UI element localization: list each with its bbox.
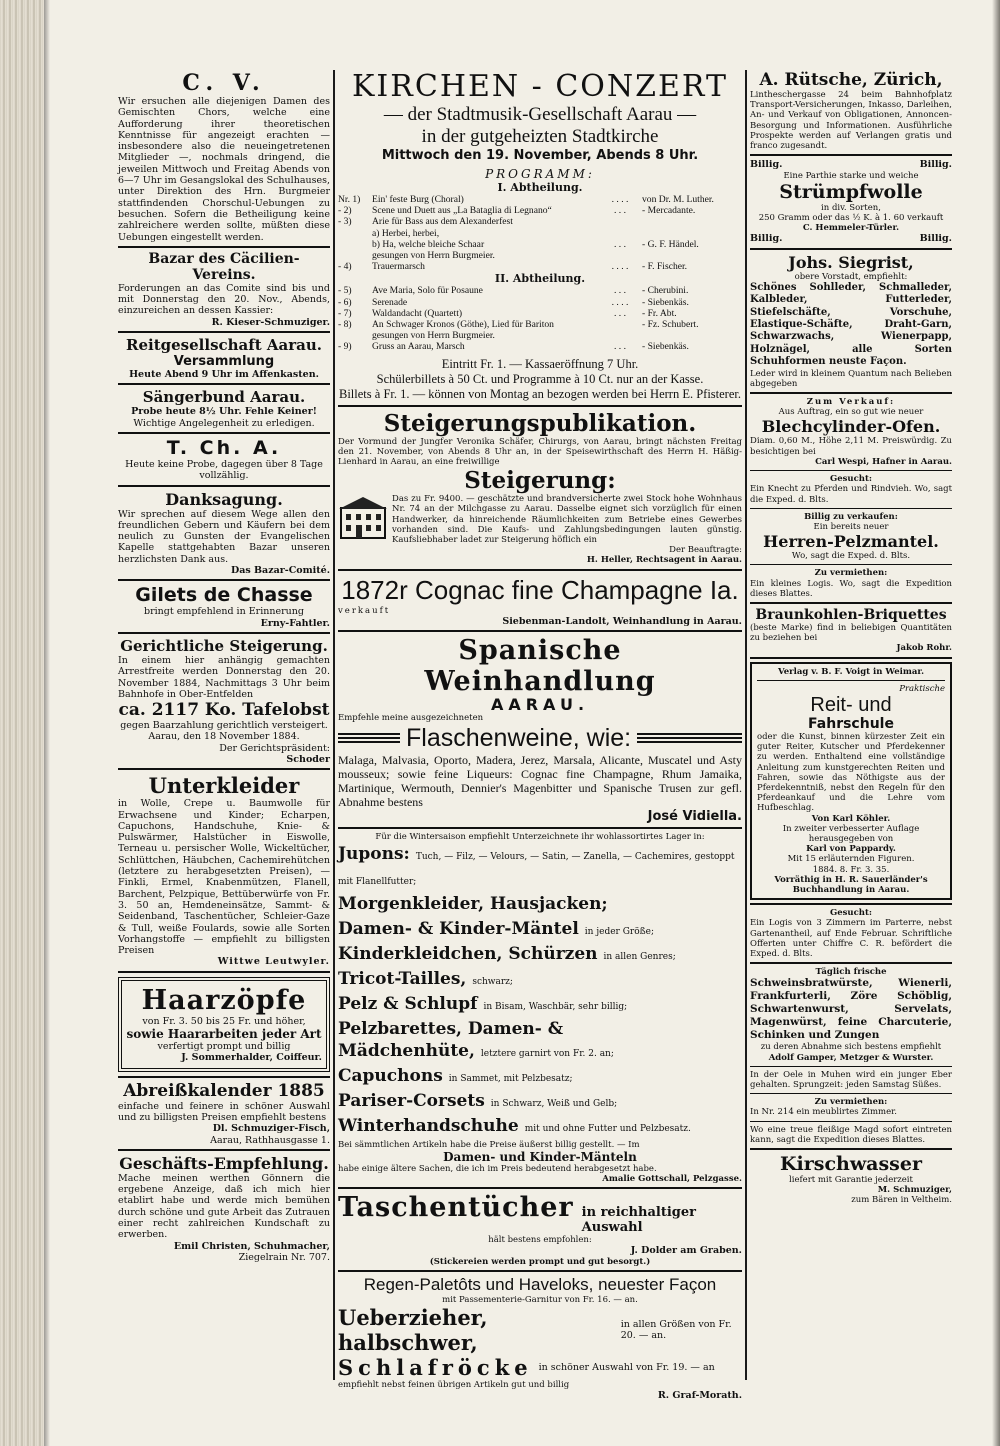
column-middle [338,70,742,1402]
ad-text: In zweiter verbesserter Auflage herausgegeben von [782,823,920,844]
winter-item-detail: schwarz; [472,976,513,987]
program-row [338,341,742,352]
ad-title: Gerichtliche Steigerung. [120,636,328,655]
winter-item-list [338,843,742,1140]
winter-item-detail: in allen Genres; [603,951,676,962]
ad-gerichtliche-steigerung [118,637,330,765]
program-number: - 8) [338,319,352,331]
program-row [338,194,742,205]
program-row [338,297,742,308]
winter-item-detail: letztere garnirt von Fr. 2. an; [480,1048,614,1059]
winter-item-name: Winterhandschuhe [338,1115,519,1136]
ad-vermiethen-logis [750,568,952,599]
ad-steigerungspublikation [338,410,742,566]
ad-text: Forderungen an das Comite sind bis und mit Donnerstag den 20. Nov., Abends, einzureichen an dessen Kassier: [118,282,330,317]
ad-title: Gilets de Chasse [135,584,313,607]
ad-signature: Wittwe Leutwyler. [217,956,330,968]
ad-abreisskalender [118,1081,330,1146]
column-left [118,70,330,1263]
house-icon [338,494,388,540]
ad-text: Probe heute 8½ Uhr. Fehle Keiner! [131,406,317,418]
ad-text: in Wolle, Crepe u. Baumwolle für Erwachsene und Kinder; Echarpen, Capuchons, Handschuhe, Knie- & Pulswärmer, Halstücher in Eiswolle, Terneau u. persischer Wolle, Wickeltücher, Schlüttchen, Häubchen, Cachemirehütchen (letztere zu herabgesetzten Preisen), — Finkli, Ermel, Knabenmützen, Flanell, Barchent, Pelzpique, Bettüberwürfe von Fr. 3. 50 an, Hemdeneinsätze, Sammt- & Seidenband, Taschentücher, Schleier-Gaze & Tull, weiße Foulards, sowie alle Sorten Vorhangstoffe — empfiehlt zu billigsten Preisen [118,798,330,957]
ad-ruetsche [750,70,952,151]
ad-title: Reitgesellschaft Aarau. [126,336,322,355]
program-row [338,250,742,261]
winter-item-detail: in Sammet, mit Pelzbesatz; [448,1073,573,1084]
ad-text: Wir ersuchen alle diejenigen Damen des Gemischten Chors, welche eine Aufforderung ihrer theoretischen Kenntnisse für angezeigt erachten — insbesondere also die neueingetretenen Mitglieder —, nochmals dringend, die jeweilen Mittwoch und Freitag Abends von 6—7 Uhr im Gesangslokal des Schulhauses, unter Direktion des Hrn. Burgmeier stattfindenden Chorschul-Uebungen zu besuchen. Sofern die Betheiligung keine zahlreichere werden sollte, müßten diese Uebungen eingestellt werden. [118,96,330,243]
ad-siegrist [750,253,952,389]
winter-item-detail: in Schwarz, Weiß und Gelb; [490,1098,618,1109]
ad-signature: Erny-Fahtler. [260,617,330,629]
winter-item-detail: in Bisam, Waschbär, sehr billig; [483,1001,628,1012]
section-heading: I. Abtheilung. [497,181,583,194]
ad-text: Empfehle meine ausgezeichneten [338,713,484,724]
ad-tag: Billig. [919,159,952,171]
program-dots: . . . [614,307,626,319]
page-edge-shadow [992,0,1000,1446]
ad-signature: R. Kieser-Schmuziger. [211,316,330,328]
program-dots [598,228,642,239]
winter-item-name: Kinderkleidchen, Schürzen [338,943,598,964]
decorative-bar [637,733,742,743]
ad-text: Wo eine treue fleißige Magd sofort eintreten kann, sagt die Expedition dieses Blattes. [750,1124,952,1145]
winter-item-name: Damen- & Kinder-Mäntel [338,918,579,939]
ad-text: gegen Baarzahlung gerichtlich versteigert. [120,720,328,732]
ad-tcha [118,437,330,482]
ad-signature: Siebenman-Landolt, Weinhandlung in Aarau. [502,615,742,627]
program-row [338,205,742,216]
program-row [338,228,742,239]
winter-item-detail: in jeder Größe; [584,926,654,937]
ad-wurstwaren [750,967,952,1090]
program-dots [598,319,642,330]
ad-text: Schweinsbratwürste, Wienerli, Frankfurterli, Zöre Schöblig, Schwartenwurst, Servelats, Magenwürst, feine Charcuterie, Schinken und Zungen [750,977,952,1042]
winter-item-name: Pelz & Schlupf [338,993,478,1014]
winter-item-name: Tricot-Tailles, [338,968,467,989]
ad-title: Regen-Paletôts und Haveloks, neuester Façon [363,1274,717,1294]
program-number: - 2) [338,205,352,217]
ad-role: Der Beauftragte: [669,545,742,556]
book-spine [0,0,44,1446]
program-row [338,216,742,227]
ad-wintersaison [338,832,742,1184]
ad-title: KIRCHEN - CONZERT [352,69,728,104]
ad-text: bringt empfehlend in Erinnerung [144,606,304,618]
program-number: - 5) [338,285,352,297]
ad-signature: H. Heller, Rechtsagent in Aarau. [586,555,742,566]
ad-spanische-weinhandlung [338,635,742,824]
program-number [338,239,372,250]
ad-gilets [118,584,330,629]
ad-text: Mit 15 erläuternden Figuren. [787,854,915,865]
program-number: - 6) [338,296,352,308]
ad-title: 1872r Cognac fine Champagne Ia. [341,574,739,605]
winter-item-name: Capuchons [338,1065,443,1086]
program-dots [598,330,642,341]
ad-text: Praktische [899,683,945,694]
program-dots [598,250,642,261]
ad-place: zum Bären in Veltheim. [851,1195,952,1206]
ad-title: Blechcylinder-Ofen. [761,417,941,437]
ad-title: Bazar des Cäcilien-Vereins. [148,250,300,283]
program-title: b) Ha, welche bleiche Schaar [372,238,485,250]
ad-text: In einem hier anhängig gemachten Arrestfreite werden Donnerstag den 20. November 1884, Nachmittags 3 Uhr beim Bahnhofe in Ober-Entfelden [118,654,330,700]
ad-signature: Adolf Gamper, Metzger & Wurster. [768,1052,934,1063]
winter-item-name: Jupons: [338,843,410,864]
program-number: - 9) [338,341,352,353]
ad-title: Taschentücher [338,1192,574,1224]
ad-reitgesellschaft [118,336,330,380]
winter-item [338,893,742,918]
ad-struempfwolle [750,159,952,244]
program-heading: PROGRAMM: [485,167,595,181]
ad-signature: J. Dolder am Graben. [630,1245,742,1257]
ad-text: Das zu Fr. 9400. — geschätzte und brandversicherte zwei Stock hohe Wohnhaus Nr. 74 an der Milchgasse zu Aarau. Dasselbe eignet sich vorzüglich für einen Handwerker, da hinreichende Räumlichkeiten zum Betriebe eines Gewerbes vorhanden sind. Die Kaufs- und Zahlungsbedingungen lauten günstig. Kaufsliebhaber ladet zur Steigerung höflich ein [392,494,742,546]
program-composer: - Mercadante. [642,205,696,217]
ad-text: Bei sämmtlichen Artikeln habe die Preise äußerst billig gestellt. — Im [338,1139,640,1150]
ad-title: Steigerungspublikation. [383,409,697,437]
program-row [338,319,742,330]
ad-title: Braunkohlen-Briquettes [755,606,947,623]
column-right [750,70,952,1206]
ad-text: 250 Gramm oder das ½ K. à 1. 60 verkauft [758,212,944,223]
column-rule-right [745,70,747,1380]
ad-title: Geschäfts-Empfehlung. [119,1153,329,1173]
program-number: - 4) [338,261,352,273]
ad-note: (Stickereien werden prompt und gut besorgt.) [429,1256,651,1267]
winter-item [338,843,742,893]
ad-title: Sängerbund Aarau. [142,388,306,407]
ad-vermiethen-zimmer [750,1097,952,1145]
ad-saengerbund [118,388,330,429]
ad-tag: Billig. [919,233,952,245]
ad-text: Heute Abend 9 Uhr im Affenkasten. [129,369,319,381]
program-dots: . . . . [611,296,629,308]
ad-text: Für die Wintersaison empfiehlt Unterzeichnete ihr wohlassortirtes Lager in: [375,832,705,843]
winter-item [338,993,742,1018]
decorative-bar [338,733,400,743]
ad-text: hält bestens empfohlen: [488,1235,592,1246]
ad-text: verfertigt prompt und billig [157,1041,291,1053]
ad-blechcylinder-ofen [750,397,952,467]
ad-reit-und-fahrschule [750,662,952,901]
ad-text: Ein kleines Logis. Wo, sagt die Expedition dieses Blattes. [750,578,952,599]
program-composer: - F. Fischer. [642,261,688,273]
ad-head: Täglich frische [815,967,887,978]
ad-title: Abreißkalender 1885 [123,1080,325,1101]
ad-highlight: Flaschenweine, wie: [406,724,632,753]
program-dots: . . . . [611,194,629,205]
ad-text: Der Vormund der Jungfer Veronika Schäfer, Chirurgs, von Aarau, bringt nächsten Freitag den 21. November, von Abends 8 Uhr an, in der Speisewirthschaft des Herrn H. Häßig-Lienhard in Aarau, an eine freiwillige [338,436,742,468]
ad-text: zu deren Abnahme sich bestens empfiehlt [760,1042,942,1053]
winter-item [338,1115,742,1140]
program-composer: von Dr. M. Luther. [642,194,714,205]
program-number [338,250,372,261]
winter-item-detail: Tuch, — Filz, — Velours, — Satin, — Zanella, — Cachemires, gestoppt mit Flanellfutter; [338,851,735,887]
ad-text: Wo, sagt die Exped. d. Blts. [791,551,911,562]
ad-signature: Dl. Schmuziger-Fisch, [212,1123,330,1135]
ad-text: liefert mit Garantie jederzeit [789,1175,913,1186]
program-title: a) Herbei, herbei, [372,227,440,239]
program-number [338,228,372,239]
ad-tag: Billig. [750,233,783,245]
ad-text: Schönes Sohlleder, Schmalleder, Kalbleder, Futterleder, Stiefelschäfte, Vorschuhe, Elastique-Schäfte, Draht-Garn, Schwarzwachs, Wienerpapp, Holznägel, alle Sorten Schuhformen neuste Façon. [750,281,952,368]
program-dots: . . . [614,285,626,297]
entry-info: Eintritt Fr. 1. — Kassaeröffnung 7 Uhr. [441,356,639,371]
ad-cv [118,70,330,243]
program-composer: - Siebenkäs. [642,296,689,308]
ad-text: habe einige ältere Sachen, die ich im Preis bedeutend herabgesetzt habe. [338,1163,657,1174]
ad-signature: R. Graf-Morath. [657,1390,742,1402]
ad-line: Mittwoch den 19. November, Abends 8 Uhr. [381,148,699,163]
program-number [338,330,372,341]
program-number: - 3) [338,216,352,228]
ad-regen-paletots [338,1275,742,1402]
ad-signature: José Vidiella. [647,809,742,825]
ad-signature: J. Sommerhalder, Coiffeur. [181,1052,322,1064]
program-title: gesungen von Herrn Burgmeier. [372,330,495,342]
ad-text: sowie Haararbeiten jeder Art [126,1027,322,1042]
ad-text: Diam. 0,60 M., Höhe 2,11 M. Preiswürdig. Zu besichtigen bei [750,436,952,457]
winter-item-name: Pelzbarettes, Damen- & Mädchenhüte, [338,1018,564,1061]
winter-item [338,918,742,943]
ad-title: Kirschwasser [780,1153,922,1176]
program-composer [642,216,742,227]
winter-item [338,1090,742,1115]
ad-braunkohlen [750,607,952,654]
program-title: Scene und Duett aus „La Bataglia di Legnano“ [372,205,552,217]
ad-text: Karl von Pappardy. [806,844,896,855]
winter-item-name: Morgenkleider, Hausjacken; [338,893,608,914]
program-composer [642,330,742,341]
ad-taschentuecher [338,1192,742,1267]
ad-signature: Carl Wespi, Hafner in Aarau. [815,456,952,467]
ad-text: in schöner Auswahl von Fr. 19. — an [538,1361,715,1373]
ad-subtitle: Versammlung [173,354,275,370]
ad-text: empfiehlt nebst feinen übrigen Artikeln gut und billig [338,1380,570,1391]
ad-kirschwasser [750,1153,952,1206]
program-title: Gruss an Aarau, Marsch [372,341,465,353]
ad-text: Eine Parthie starke und weiche [783,170,919,181]
ad-highlight: Ueberzieher, halbschwer, [338,1305,488,1356]
ad-herren-pelzmantel [750,512,952,562]
ad-line: in der gutgeheizten Stadtkirche [421,126,659,147]
ad-signature: M. Schmuziger, [877,1185,952,1196]
ad-signature: Amalie Gottschall, Pelzgasse. [602,1173,742,1184]
ad-text: In Nr. 214 ein meublirtes Zimmer. [750,1107,897,1118]
ad-head: Zu vermiethen: [814,1097,888,1108]
ad-title: A. Rütsche, Zürich, [759,70,943,90]
ad-tag: Billig. [750,159,783,171]
program-dots: . . . [614,238,626,250]
program-dots: . . . . [611,261,629,273]
ad-head: Billig zu verkaufen: [804,511,898,522]
program-dots: . . . [614,341,626,353]
ad-haarzoepfe [118,977,330,1072]
ad-title: Haarzöpfe [141,984,307,1016]
program-composer: - Cherubini. [642,285,689,297]
ad-highlight: Steigerung: [464,467,616,495]
ad-head: Zu vermiethen: [814,568,888,579]
section-heading: II. Abtheilung. [494,272,586,286]
ad-title: C. V. [182,70,266,96]
ad-text: von Fr. 3. 50 bis 25 Fr. und höher, [142,1015,306,1027]
program-title: Waldandacht (Quartett) [372,307,463,319]
ad-danksagung [118,490,330,577]
winter-item-detail: mit und ohne Futter und Pelzbesatz. [524,1123,691,1134]
ad-head: Zum Verkauf: [806,397,896,408]
ad-title: Johs. Siegrist, [788,252,914,272]
school-info: Schülerbillets à 50 Ct. und Programme à 10 Ct. nur an der Kasse. [376,371,704,386]
winter-item [338,1018,742,1065]
ad-highlight: Schlafröcke [338,1355,533,1381]
program-title: Serenade [372,296,408,308]
ad-title: Unterkleider [148,773,300,799]
ad-text: Ein Knecht zu Pferden und Rindvieh. Wo, sagt die Exped. d. Blts. [750,484,952,505]
ad-title: Reit- und [810,693,892,716]
ad-place: Aarau, Rathhausgasse 1. [210,1134,330,1146]
program-composer [642,228,742,239]
ad-text: Damen- und Kinder-Mänteln [443,1149,637,1164]
ad-title: Fahrschule [808,715,894,732]
ad-author: Von Karl Köhler. [811,813,891,824]
program-composer [642,250,742,261]
program-row [338,239,742,250]
ad-place: Ziegelrain Nr. 707. [238,1251,330,1263]
ad-geschaefts-empfehlung [118,1154,330,1263]
program-title: Ave Maria, Solo für Posaune [372,285,483,297]
ad-line: — der Stadtmusik-Gesellschaft Aarau — [383,104,697,125]
program-title: Arie für Bass aus dem Alexanderfest [372,216,513,228]
program-number: Nr. 1) [338,194,361,205]
ad-gesucht-logis [750,908,952,959]
billets-info: Billets à Fr. 1. — können von Montag an bezogen werden bei Herrn E. Pfisterer. [339,386,741,401]
ad-signature: Das Bazar-Comité. [230,565,330,577]
ad-text: oder die Kunst, binnen kürzester Zeit ein guter Reiter, Kutscher und Pferdekenner zu werden. Enthaltend eine vollständige Anleitung zum kunstgerechten Reiten und Fahren, sowie das Nöthigste aus der Pferdekenntniß, nebst den Regeln für den Pferdeankauf und die Lehre vom Hufbeschlag. [757,731,945,814]
ad-unterkleider [118,773,330,967]
ad-cognac [338,574,742,628]
program-title: Ein' feste Burg (Choral) [372,194,464,205]
winter-item [338,1065,742,1090]
program-composer: - Siebenkäs. [642,341,689,353]
ad-text: Mache meinen werthen Gönnern die ergebene Anzeige, daß ich mich hier etablirt habe und werde mich bemühen durch schöne und gute Arbeit das Zutrauen einer recht zahlreichen Kundschaft zu erwerben. [118,1172,330,1241]
column-rule-left [333,70,335,1380]
program-row [338,308,742,319]
program-composer: - Fr. Abt. [642,307,677,319]
ad-subtitle: obere Vorstadt, empfiehlt: [794,271,908,282]
ad-text: Vorräthig in H. R. Sauerländer's Buchhandlung in Aarau. [774,874,928,895]
ad-publisher: Verlag v. B. F. Voigt in Weimar. [777,666,925,677]
ad-text: (beste Marke) find in beliebigen Quantitäten zu beziehen bei [750,622,952,644]
ad-subtitle: in reichhaltiger Auswahl [581,1205,696,1236]
ad-text: Leder wird in kleinem Quantum nach Belieben abgegeben [750,368,952,389]
program-row [338,285,742,296]
ad-text: in allen Größen von Fr. 20. — an. [620,1318,732,1342]
ad-text: einfache und feinere in schöner Auswahl und zu billigsten Preisen empfiehlt bestens [118,1100,330,1123]
program-title: gesungen von Herrn Burgmeier. [372,250,495,262]
ad-role: Der Gerichtspräsident: [219,742,330,754]
ad-text: Aus Auftrag, ein so gut wie neuer [778,407,924,418]
winter-item [338,968,742,993]
program-row [338,330,742,341]
winter-item [338,943,742,968]
ad-text: Heute keine Probe, dagegen über 8 Tage vollzählig. [125,458,323,482]
ad-title: Spanische Weinhandlung [424,635,656,698]
program-dots: . . . [614,205,626,217]
program-composer: - G. F. Händel. [642,238,699,250]
program-list-1 [338,194,742,272]
program-dots [598,216,642,227]
program-title: An Schwager Kronos (Göthe), Lied für Bariton [372,319,554,331]
ad-signature: C. Hemmeler-Türler. [802,223,900,234]
program-row [338,261,742,272]
ad-subtitle: verkauft [338,605,391,616]
program-composer: - Fz. Schubert. [642,319,699,331]
ad-text: Wir sprechen auf diesem Wege allen den freundlichen Gebern und Käufern bei dem neulich zu Gunsten der Evangelischen Kapelle stattgehabten Bazar unseren herzlichsten Dank aus. [118,508,330,565]
ad-signature: Emil Christen, Schuhmacher, [173,1240,330,1252]
program-title: Trauermarsch [372,261,425,273]
ad-price: 1884. 8. Fr. 3. 35. [812,864,890,875]
ad-date: Aarau, den 18 November 1884. [148,731,300,743]
ad-kirchen-conzert [338,70,742,402]
ad-title: Herren-Pelzmantel. [763,532,939,552]
ad-text: Malaga, Malvasia, Oporto, Madera, Jerez, Marsala, Alicante, Muscatel und Asty mousseux; sowie feine Liqueurs: Cognac fine Champagne, Rhum Jamaika, Martinique, Wermouth, Dennier's Magenbitter und Spanische Trusen zur gefl. Abnahme bestens [338,753,742,810]
ad-text: Wichtige Angelegenheit zu erledigen. [133,417,315,429]
ad-highlight: ca. 2117 Ko. Tafelobst [118,700,330,721]
ad-city: AARAU. [490,695,590,715]
ad-text: in div. Sorten, [821,202,881,213]
ad-head: Gesucht: [829,908,873,919]
ad-text: Ein Logis von 3 Zimmern im Parterre, nebst Gartenantheil, auf Ende Februar. Schriftliche Offerten unter Chiffre C. R. befördert die Exped. d. Blts. [750,918,952,959]
winter-item-name: Pariser-Corsets [338,1090,485,1111]
ad-title: T. Ch. A. [166,436,282,459]
ad-text: mit Passementerie-Garnitur von Fr. 16. — an. [442,1294,638,1305]
ad-bazar [118,251,330,328]
ad-gesucht-knecht [750,474,952,505]
ad-text: Ein bereits neuer [813,521,889,532]
program-list-2 [338,285,742,352]
ad-text: In der Oele in Muhen wird ein junger Eber gehalten. Sprungzeit: jeden Samstag Süßes. [750,1069,952,1091]
ad-signature: Jakob Rohr. [896,643,952,654]
program-number: - 7) [338,307,352,319]
ad-title: Danksagung. [165,489,283,509]
ad-text: Lintheschergasse 24 beim Bahnhofplatz Transport-Versicherungen, Inkasso, Darleihen, An- und Verkauf von Obligationen, Annoncen-Besorgung und Informationen. Ausführliche Prospekte werden auf Verlangen gratis und franco zugesandt. [750,90,952,152]
ad-signature: Schoder [286,753,330,765]
ad-title: Strümpfwolle [779,180,923,203]
ad-head: Gesucht: [829,474,873,485]
